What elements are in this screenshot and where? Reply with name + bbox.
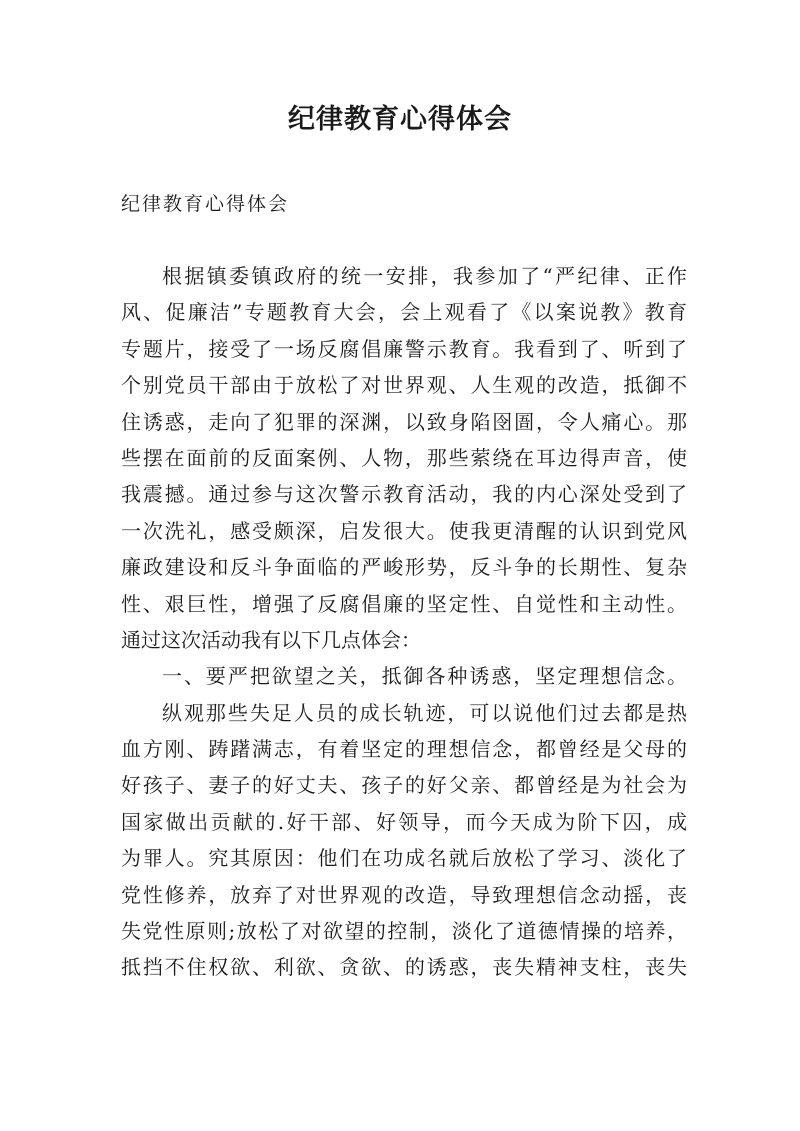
text-line: 通过这次活动我有以下几点体会： <box>121 627 421 652</box>
text-line: 廉政建设和反斗争面临的严峻形势，反斗争的长期性、复杂 <box>121 555 687 580</box>
document-title: 纪律教育心得体会 <box>288 104 512 135</box>
section-heading: 一、要严把欲望之关，抵御各种诱惑，坚定理想信念。 <box>162 664 687 689</box>
text-line: 住诱惑，走向了犯罪的深渊，以致身陷囹圄，令人痛心。那 <box>121 409 687 434</box>
text-line: 一次洗礼，感受颇深，启发很大。使我更清醒的认识到党风 <box>121 518 687 543</box>
text-line: 抵挡不住权欲、利欲、贪欲、的诱惑，丧失精神支柱，丧失 <box>121 955 687 980</box>
text-line: 血方刚、踌躇满志，有着坚定的理想信念，都曾经是父母的 <box>121 737 687 762</box>
text-line: 党性修养，放弃了对世界观的改造，导致理想信念动摇，丧 <box>121 882 687 907</box>
text-line: 失党性原则;放松了对欲望的控制，淡化了道德情操的培养， <box>121 919 687 944</box>
text-line: 个别党员干部由于放松了对世界观、人生观的改造，抵御不 <box>121 373 687 398</box>
text-line: 专题片，接受了一场反腐倡廉警示教育。我看到了、听到了 <box>121 336 687 361</box>
text-line: 些摆在面前的反面案例、人物，那些萦绕在耳边得声音，使 <box>121 445 687 470</box>
text-line: 纵观那些失足人员的成长轨迹，可以说他们过去都是热 <box>162 700 687 725</box>
text-line: 根据镇委镇政府的统一安排，我参加了“严纪律、正作 <box>162 264 687 288</box>
document-subtitle: 纪律教育心得体会 <box>121 193 290 215</box>
document-body <box>121 258 687 986</box>
text-line: 为罪人。究其原因：他们在功成名就后放松了学习、淡化了 <box>121 846 687 871</box>
text-line: 性、艰巨性，增强了反腐倡廉的坚定性、自觉性和主动性。 <box>121 591 687 616</box>
text-line: 风、促廉洁”专题教育大会，会上观看了《以案说教》教育 <box>121 300 687 325</box>
text-line: 国家做出贡献的.好干部、好领导，而今天成为阶下囚，成 <box>121 809 687 834</box>
text-line: 我震撼。通过参与这次警示教育活动，我的内心深处受到了 <box>121 482 687 507</box>
text-line: 好孩子、妻子的好丈夫、孩子的好父亲、都曾经是为社会为 <box>121 773 687 798</box>
